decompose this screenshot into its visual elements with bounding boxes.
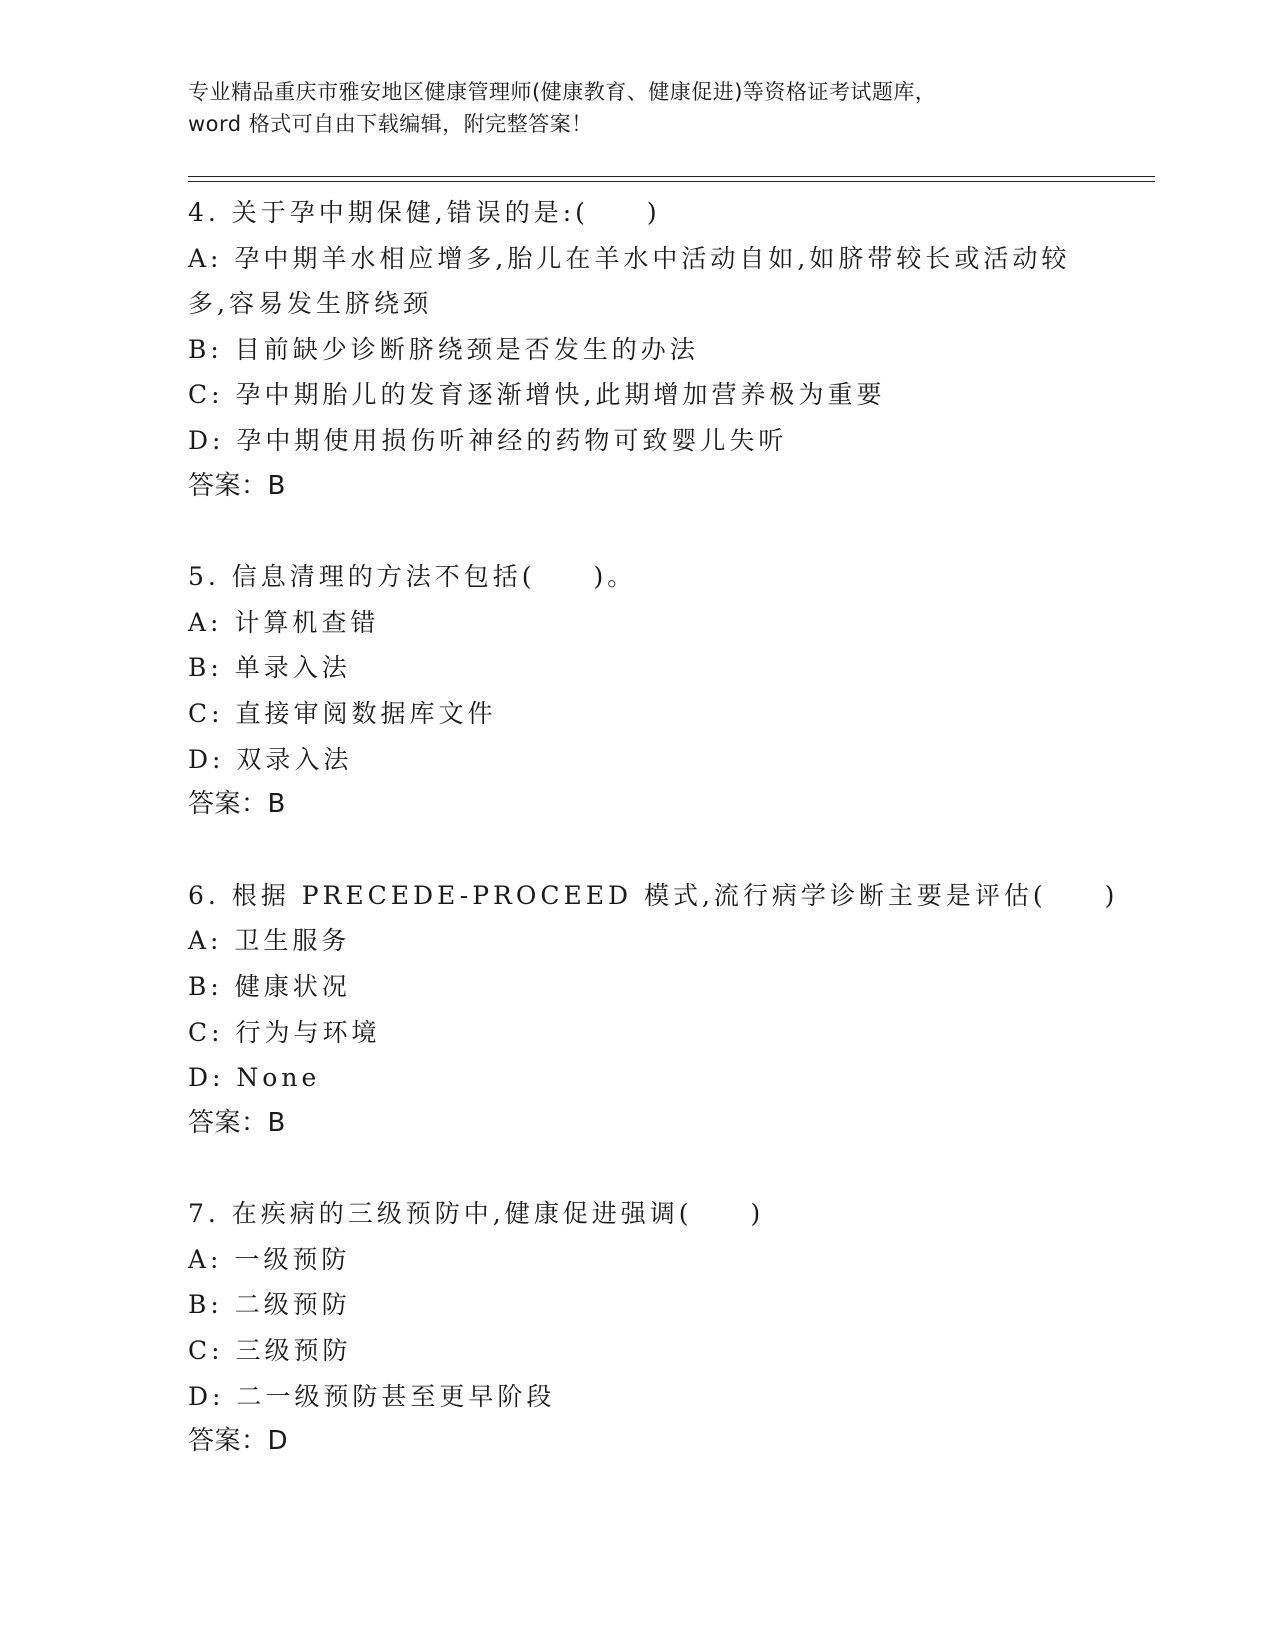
question-list (188, 190, 1148, 1465)
spacer (188, 509, 1148, 554)
answer: 答案：B (188, 470, 286, 501)
spacer (188, 1146, 1148, 1191)
option-c: C: 孕中期胎儿的发育逐渐增快,此期增加营养极为重要 (188, 380, 886, 410)
header-line-2: word 格式可自由下载编辑，附完整答案！ (188, 112, 593, 136)
option-b: B: 单录入法 (188, 653, 351, 683)
header-line-1: 专业精品重庆市雅安地区健康管理师(健康教育、健康促进)等资格证考试题库， (188, 80, 937, 104)
spacer (188, 828, 1148, 873)
answer: 答案：B (188, 789, 286, 820)
question-stem: 4. 关于孕中期保健,错误的是:( ) (188, 198, 661, 227)
option-d: D: 二一级预防甚至更早阶段 (188, 1381, 556, 1411)
header-divider-bottom (188, 181, 1155, 182)
option-a-continued: 多,容易发生脐绕颈 (188, 289, 432, 319)
option-d: D: 孕中期使用损伤听神经的药物可致婴儿失听 (188, 425, 788, 455)
question-6 (188, 873, 1148, 1147)
option-b: B: 健康状况 (188, 971, 351, 1001)
option-b: B: 目前缺少诊断脐绕颈是否发生的办法 (188, 334, 699, 364)
option-c: C: 行为与环境 (188, 1017, 381, 1047)
header-divider-top (188, 176, 1155, 177)
question-stem: 6. 根据 PRECEDE-PROCEED 模式,流行病学诊断主要是评估( ) (188, 880, 1119, 910)
answer: 答案：D (188, 1426, 289, 1457)
option-d: D: 双录入法 (188, 744, 353, 774)
question-stem: 7. 在疾病的三级预防中,健康促进强调( ) (188, 1199, 765, 1229)
option-a: A: 计算机查错 (188, 607, 380, 637)
question-4 (188, 190, 1148, 509)
option-a: A: 一级预防 (188, 1244, 351, 1274)
option-b: B: 二级预防 (188, 1290, 351, 1320)
question-stem: 5. 信息清理的方法不包括( )。 (188, 562, 637, 592)
option-d: D: None (188, 1063, 321, 1093)
document-header (188, 76, 1088, 140)
option-a: A: 卫生服务 (188, 926, 351, 956)
question-5 (188, 554, 1148, 828)
option-c: C: 三级预防 (188, 1336, 352, 1366)
option-a: A: 孕中期羊水相应增多,胎儿在羊水中活动自如,如脐带较长或活动较 (188, 243, 1071, 273)
answer: 答案：B (188, 1107, 286, 1138)
question-7 (188, 1191, 1148, 1465)
option-c: C: 直接审阅数据库文件 (188, 698, 497, 728)
